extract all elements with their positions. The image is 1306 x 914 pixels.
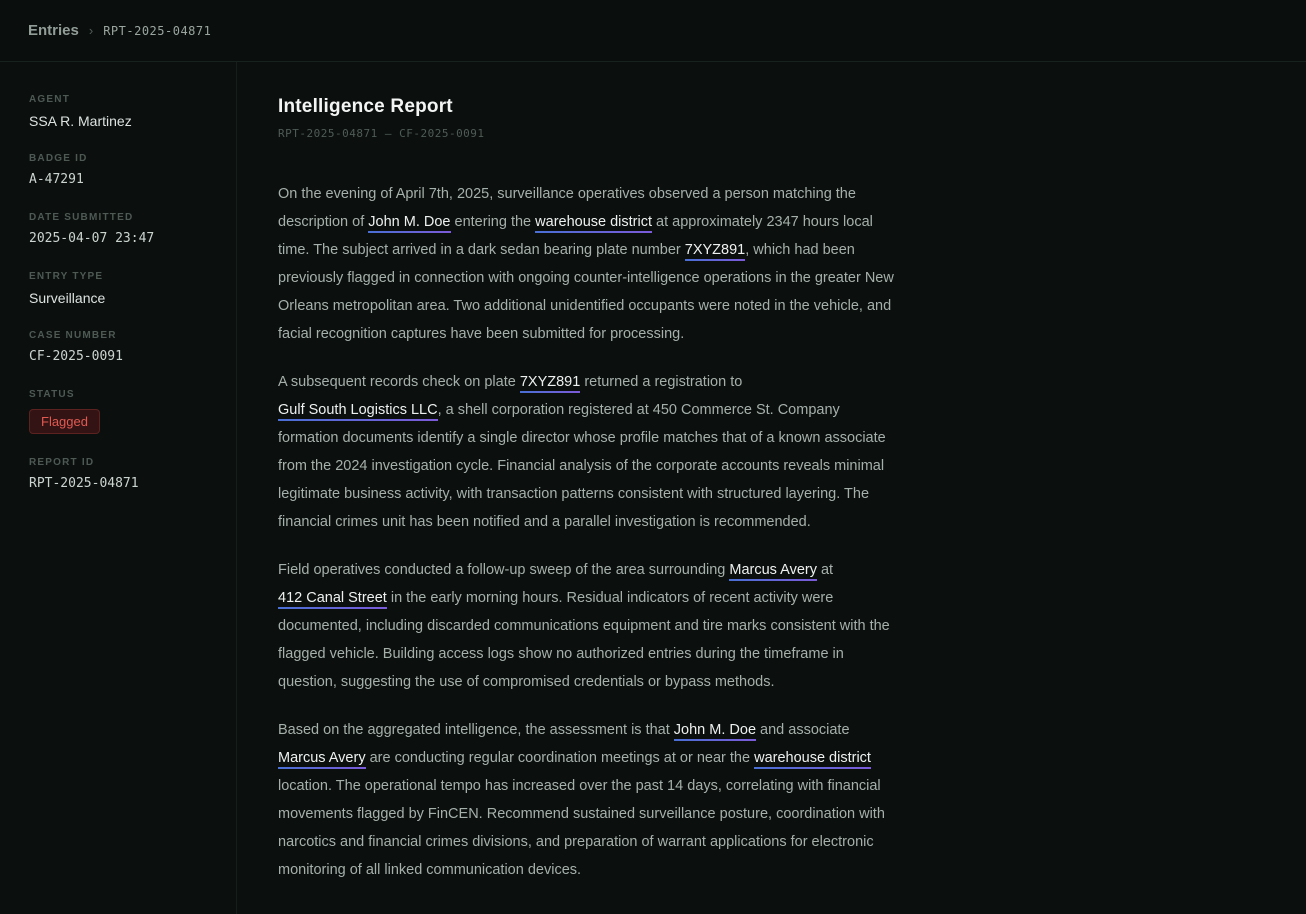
field-case-number (29, 330, 208, 366)
field-badge-id-label: BADGE ID (29, 153, 88, 164)
breadcrumb-entries-link[interactable]: Entries (28, 22, 79, 39)
entity-link[interactable]: Gulf South Logistics LLC (278, 402, 438, 421)
field-agent-label: AGENT (29, 94, 70, 105)
field-badge-id-value: A-47291 (29, 172, 84, 187)
report-metadata-sidebar (0, 62, 237, 914)
report-body (278, 180, 900, 884)
field-badge-id (29, 153, 208, 189)
entity-link[interactable]: John M. Doe (674, 722, 756, 741)
page-title: Intelligence Report (278, 96, 453, 117)
entity-link[interactable]: warehouse district (535, 214, 652, 233)
field-case-number-value: CF-2025-0091 (29, 349, 123, 364)
field-agent (29, 94, 208, 130)
entity-link[interactable]: 7XYZ891 (520, 374, 580, 393)
report-subtitle-ids: RPT-2025-04871 — CF-2025-0091 (278, 127, 485, 140)
breadcrumb-separator-icon: › (88, 23, 94, 38)
entity-link[interactable]: 7XYZ891 (685, 242, 745, 261)
field-report-id (29, 457, 208, 493)
field-status-label: STATUS (29, 389, 75, 400)
field-agent-value: SSA R. Martinez (29, 113, 132, 129)
field-date-submitted-label: DATE SUBMITTED (29, 212, 134, 223)
report-paragraph: Field operatives conducted a follow-up sweep of the area surrounding Marcus Avery at 412 Canal Street in the early morning hours. Residual indicators of recent activity were documented, including discarded communications equipment and tire marks consistent with the flagged vehicle. Building access logs show no authorized entries during the timeframe in question, suggesting the use of compromised credentials or bypass methods. (278, 562, 890, 690)
entity-link[interactable]: warehouse district (754, 750, 871, 769)
field-status (29, 389, 208, 434)
entity-link[interactable]: Marcus Avery (729, 562, 817, 581)
status-badge: Flagged (29, 409, 100, 434)
report-content (237, 62, 1306, 914)
entity-link[interactable]: John M. Doe (368, 214, 450, 233)
report-paragraph: Based on the aggregated intelligence, the assessment is that John M. Doe and associate Marcus Avery are conducting regular coordination meetings at or near the warehouse district location. The operational tempo has increased over the past 14 days, correlating with financial movements flagged by FinCEN. Recommend sustained surveillance posture, coordination with narcotics and financial crimes divisions, and preparation of warrant applications for electronic monitoring of all linked communication devices. (278, 722, 885, 878)
report-paragraph: On the evening of April 7th, 2025, surveillance operatives observed a person matching the description of John M. Doe entering the warehouse district at approximately 2347 hours local time. The subject arrived in a dark sedan bearing plate number 7XYZ891, which had been previously flagged in connection with ongoing counter-intelligence operations in the greater New Orleans metropolitan area. Two additional unidentified occupants were noted in the vehicle, and facial recognition captures have been submitted for processing. (278, 186, 894, 342)
field-date-submitted (29, 212, 208, 248)
field-report-id-value: RPT-2025-04871 (29, 476, 139, 491)
entity-link[interactable]: Marcus Avery (278, 750, 366, 769)
entity-link[interactable]: 412 Canal Street (278, 590, 387, 609)
field-entry-type-label: ENTRY TYPE (29, 271, 104, 282)
breadcrumb-current-report-id: RPT-2025-04871 (103, 23, 212, 38)
field-report-id-label: REPORT ID (29, 457, 95, 468)
page-layout (0, 62, 1306, 914)
field-case-number-label: CASE NUMBER (29, 330, 117, 341)
field-entry-type-value: Surveillance (29, 290, 106, 306)
report-paragraph: A subsequent records check on plate 7XYZ891 returned a registration to Gulf South Logistics LLC, a shell corporation registered at 450 Commerce St. Company formation documents identify a single director whose profile matches that of a known associate from the 2024 investigation cycle. Financial analysis of the corporate accounts reveals minimal legitimate business activity, with transaction patterns consistent with structured layering. The financial crimes unit has been notified and a parallel investigation is recommended. (278, 374, 886, 530)
field-entry-type (29, 271, 208, 307)
breadcrumb (0, 0, 1306, 62)
field-date-submitted-value: 2025-04-07 23:47 (29, 231, 155, 246)
